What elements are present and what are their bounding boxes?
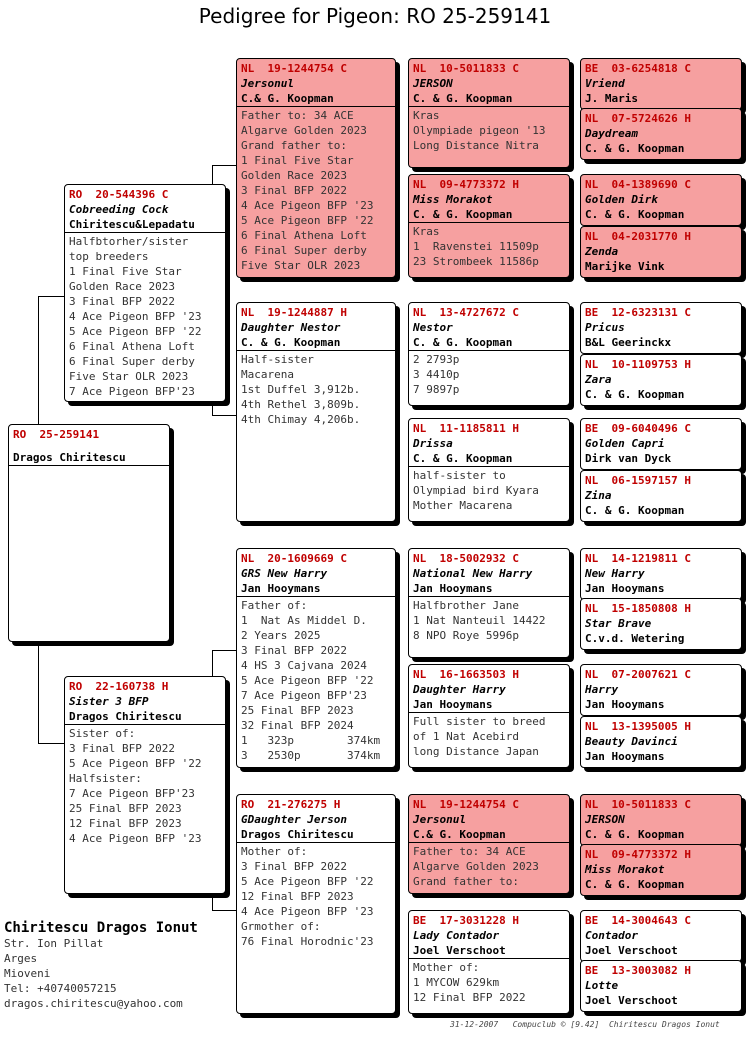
performance-line: Long Distance Nitra — [413, 139, 539, 152]
pigeon-name: Nestor — [413, 321, 453, 334]
performance-line: 25 Final BFP 2023 — [69, 802, 182, 815]
pigeon-card[interactable] — [580, 844, 742, 896]
performance-line: Grmother of: — [241, 920, 321, 933]
pigeon-name: Golden Dirk — [585, 193, 658, 206]
pigeon-name: Star Brave — [585, 617, 652, 630]
pigeon-card[interactable] — [580, 354, 742, 406]
performance-line: 3 Final BFP 2022 — [241, 860, 347, 873]
performance-line: Golden Race 2023 — [69, 280, 175, 293]
ring-number: RO 25-259141 — [13, 428, 100, 441]
performance-line: of 1 Nat Acebird — [413, 730, 519, 743]
performance-line: Half-sister — [241, 353, 314, 366]
pigeon-name: Golden Capri — [585, 437, 665, 450]
pigeon-name: Daydream — [585, 127, 638, 140]
performance-line: 7 9897p — [413, 383, 460, 396]
ring-number: NL 11-1185811 H — [413, 422, 519, 435]
breeder-name: Dirk van Dyck — [585, 452, 672, 465]
pigeon-card[interactable] — [408, 418, 570, 522]
breeder-name: C. & G. Koopman — [585, 504, 685, 517]
performance-line: 4 HS 3 Cajvana 2024 — [241, 659, 367, 672]
breeder-name: Dragos Chiritescu — [9, 450, 169, 466]
pigeon-card[interactable] — [408, 302, 570, 406]
performance-line: 4th Chimay 4,206b. — [241, 413, 361, 426]
connector — [212, 910, 236, 911]
performance-line: 1 Final Five Star — [69, 265, 182, 278]
connector — [212, 650, 236, 651]
performance-line: 5 Ace Pigeon BFP '22 — [241, 214, 374, 227]
breeder-name: C.& G. Koopman — [237, 91, 395, 107]
breeder-name: Chiritescu&Lepadatu — [65, 217, 225, 233]
ring-number: BE 09-6040496 C — [585, 422, 691, 435]
breeder-name: C. & G. Koopman — [585, 878, 685, 891]
pigeon-card[interactable] — [580, 794, 742, 846]
pigeon-card[interactable] — [580, 664, 742, 716]
pigeon-card[interactable] — [408, 548, 570, 658]
breeder-name: Dragos Chiritescu — [237, 827, 395, 843]
ring-number: RO 20-544396 C — [69, 188, 169, 201]
pigeon-card[interactable] — [580, 598, 742, 650]
performance-line: 7 Ace Pigeon BFP'23 — [69, 787, 195, 800]
pigeon-name: GDaughter Jerson — [241, 813, 347, 826]
pigeon-card[interactable] — [580, 470, 742, 522]
connector — [212, 165, 236, 166]
pigeon-name: JERSON — [585, 813, 625, 826]
ring-number: NL 09-4773372 H — [585, 848, 691, 861]
pigeon-card[interactable] — [580, 108, 742, 160]
performance-line: Algarve Golden 2023 — [241, 124, 367, 137]
breeder-name: C. & G. Koopman — [237, 335, 395, 351]
pigeon-card[interactable] — [408, 664, 570, 768]
performance-line: 8 NPO Roye 5996p — [413, 629, 519, 642]
performance-line: 3 4410p — [413, 368, 460, 381]
performance-line: 12 Final BFP 2023 — [241, 890, 354, 903]
ring-number: NL 04-1389690 C — [585, 178, 691, 191]
performance-line: 6 Final Super derby — [69, 355, 195, 368]
performance-line: 6 Final Athena Loft — [69, 340, 195, 353]
breeder-name: B&L Geerinckx — [585, 336, 672, 349]
performance-line: Sister of: — [69, 727, 136, 740]
performance-line: 3 Final BFP 2022 — [69, 295, 175, 308]
pigeon-card[interactable] — [408, 58, 570, 168]
ring-number: NL 07-5724626 H — [585, 112, 691, 125]
performance-line: 3 2530p 374km — [241, 749, 381, 762]
pigeon-name: Vriend — [585, 77, 625, 90]
pigeon-name: Miss Morakot — [413, 193, 493, 206]
performance-line: 2 Years 2025 — [241, 629, 321, 642]
performance-line: 23 Strombeek 11586p — [413, 255, 539, 268]
pigeon-name: Miss Morakot — [585, 863, 665, 876]
performance-line: 6 Final Athena Loft — [241, 229, 367, 242]
connector — [38, 296, 39, 426]
performance-line: 4 Ace Pigeon BFP '23 — [69, 310, 202, 323]
performance-line: Five Star OLR 2023 — [69, 370, 189, 383]
breeder-name: C. & G. Koopman — [585, 388, 685, 401]
performance-line: 1 Nat Nanteuil 14422 — [413, 614, 546, 627]
performance-line: 7 Ace Pigeon BFP'23 — [69, 385, 195, 398]
ring-number: BE 03-6254818 C — [585, 62, 691, 75]
pigeon-name: Pricus — [585, 321, 625, 334]
footer: 31-12-2007 Compuclub © [9.42] Chiritescu Dragos Ionut — [450, 1020, 720, 1029]
performance-line: 1 323p 374km — [241, 734, 381, 747]
pigeon-card[interactable] — [236, 548, 396, 768]
breeder-name: C.v.d. Wetering — [585, 632, 685, 645]
pigeon-name: Lady Contador — [413, 929, 500, 942]
breeder-name: Jan Hooymans — [585, 750, 665, 763]
performance-line: Grand father to: — [413, 875, 519, 888]
performance-line: 3 Final BFP 2022 — [69, 742, 175, 755]
ring-number: BE 12-6323131 C — [585, 306, 691, 319]
owner-region: Arges — [4, 952, 38, 965]
breeder-name: C. & G. Koopman — [585, 828, 685, 841]
performance-line: 12 Final BFP 2023 — [69, 817, 182, 830]
pigeon-name: Zina — [585, 489, 612, 502]
ring-number: RO 22-160738 H — [69, 680, 169, 693]
pigeon-card[interactable] — [408, 794, 570, 894]
performance-line: Mother of: — [413, 961, 480, 974]
ring-number: NL 09-4773372 H — [413, 178, 519, 191]
performance-line: Five Star OLR 2023 — [241, 259, 361, 272]
breeder-name: Jan Hooymans — [585, 582, 665, 595]
performance-line: 2 2793p — [413, 353, 460, 366]
breeder-name: C. & G. Koopman — [585, 142, 685, 155]
breeder-name: Jan Hooymans — [409, 581, 569, 597]
ring-number: BE 14-3004643 C — [585, 914, 691, 927]
connector — [38, 643, 39, 743]
ring-number: NL 10-5011833 C — [413, 62, 519, 75]
owner-phone: Tel: +40740057215 — [4, 982, 117, 995]
pigeon-card[interactable] — [580, 418, 742, 470]
spacer — [13, 442, 165, 450]
performance-line: 4 Ace Pigeon BFP '23 — [241, 199, 374, 212]
breeder-name: C. & G. Koopman — [409, 91, 569, 107]
performance-line: 25 Final BFP 2023 — [241, 704, 354, 717]
performance-line: 1 MYCOW 629km — [413, 976, 500, 989]
performance-line: long Distance Japan — [413, 745, 539, 758]
performance-line: 4 Ace Pigeon BFP '23 — [241, 905, 374, 918]
ring-number: NL 06-1597157 H — [585, 474, 691, 487]
breeder-name: C. & G. Koopman — [409, 335, 569, 351]
performance-line: Macarena — [241, 368, 294, 381]
performance-line: 5 Ace Pigeon BFP '22 — [69, 325, 202, 338]
performance-line: 4th Rethel 3,809b. — [241, 398, 361, 411]
performance-line: Halfbrother Jane — [413, 599, 519, 612]
performance-line: half-sister to — [413, 469, 506, 482]
ring-number: NL 04-2031770 H — [585, 230, 691, 243]
pigeon-card[interactable] — [580, 226, 742, 278]
owner-city: Mioveni — [4, 967, 51, 980]
breeder-name: Jan Hooymans — [585, 698, 665, 711]
breeder-name: C. & G. Koopman — [585, 208, 685, 221]
pigeon-card[interactable] — [580, 302, 742, 354]
ring-number: NL 19-1244887 H — [241, 306, 347, 319]
pigeon-card[interactable] — [580, 548, 742, 600]
ring-number: RO 21-276275 H — [241, 798, 341, 811]
performance-line: Father of: — [241, 599, 308, 612]
performance-line: 3 Final BFP 2022 — [241, 644, 347, 657]
ring-number: BE 17-3031228 H — [413, 914, 519, 927]
breeder-name: C. & G. Koopman — [409, 451, 569, 467]
breeder-name: Jan Hooymans — [409, 697, 569, 713]
pigeon-name: Contador — [585, 929, 638, 942]
ring-number: NL 10-5011833 C — [585, 798, 691, 811]
owner-street: Str. Ion Pillat — [4, 937, 104, 950]
pigeon-card[interactable] — [580, 716, 742, 768]
pigeon-name: Zara — [585, 373, 612, 386]
breeder-name: C.& G. Koopman — [409, 827, 569, 843]
pigeon-card[interactable] — [64, 184, 226, 402]
pigeon-name: Harry — [585, 683, 619, 696]
breeder-name: Jan Hooymans — [237, 581, 395, 597]
performance-line: Father to: 34 ACE — [241, 109, 354, 122]
breeder-name: J. Maris — [585, 92, 638, 105]
pigeon-card[interactable] — [236, 302, 396, 522]
performance-line: 4 Ace Pigeon BFP '23 — [69, 832, 202, 845]
pigeon-name: Zenda — [585, 245, 619, 258]
pigeon-name: GRS New Harry — [241, 567, 328, 580]
performance-line: 12 Final BFP 2022 — [413, 991, 526, 1004]
performance-line: 1 Ravenstei 11509p — [413, 240, 539, 253]
pigeon-card[interactable] — [580, 960, 742, 1012]
performance-line: 76 Final Horodnic'23 — [241, 935, 374, 948]
ring-number: BE 13-3003082 H — [585, 964, 691, 977]
performance-line: Kras — [413, 109, 440, 122]
performance-line: Halfbtorher/sister — [69, 235, 189, 248]
pigeon-card[interactable] — [408, 910, 570, 1014]
pigeon-name: Sister 3 BFP — [69, 695, 149, 708]
performance-line: Full sister to breed — [413, 715, 546, 728]
ring-number: NL 20-1609669 C — [241, 552, 347, 565]
breeder-name: Joel Verschoot — [585, 944, 678, 957]
ring-number: NL 14-1219811 C — [585, 552, 691, 565]
performance-line: Algarve Golden 2023 — [413, 860, 539, 873]
owner-block — [4, 920, 234, 1011]
performance-line: Halfsister: — [69, 772, 142, 785]
pigeon-card[interactable] — [408, 174, 570, 278]
page-title: Pedigree for Pigeon: RO 25-259141 — [198, 4, 552, 28]
pigeon-name: Jersonul — [413, 813, 466, 826]
performance-line: Kras — [413, 225, 440, 238]
performance-line: top breeders — [69, 250, 149, 263]
performance-line: 6 Final Super derby — [241, 244, 367, 257]
pigeon-card[interactable] — [580, 174, 742, 226]
ring-number: NL 19-1244754 C — [413, 798, 519, 811]
breeder-name: C. & G. Koopman — [409, 207, 569, 223]
connector — [212, 415, 236, 416]
pigeon-card[interactable] — [580, 58, 742, 110]
pigeon-card[interactable] — [580, 910, 742, 962]
ring-number: NL 10-1109753 H — [585, 358, 691, 371]
performance-line: Golden Race 2023 — [241, 169, 347, 182]
pigeon-name: Cobreeding Cock — [69, 203, 169, 216]
ring-number: NL 18-5002932 C — [413, 552, 519, 565]
subject-pigeon-card[interactable] — [8, 424, 170, 642]
pigeon-name: Daughter Harry — [413, 683, 506, 696]
pigeon-name: New Harry — [585, 567, 645, 580]
ring-number: NL 19-1244754 C — [241, 62, 347, 75]
ring-number: NL 07-2007621 C — [585, 668, 691, 681]
breeder-name: Joel Verschoot — [585, 994, 678, 1007]
pigeon-name: Lotte — [585, 979, 619, 992]
pigeon-card[interactable] — [236, 58, 396, 278]
performance-line: Olympiad bird Kyara — [413, 484, 539, 497]
performance-line: 7 Ace Pigeon BFP'23 — [241, 689, 367, 702]
performance-line: 1st Duffel 3,912b. — [241, 383, 361, 396]
connector — [38, 296, 66, 297]
performance-line: 5 Ace Pigeon BFP '22 — [241, 875, 374, 888]
performance-line: 32 Final BFP 2024 — [241, 719, 354, 732]
pigeon-name: National New Harry — [413, 567, 533, 580]
ring-number: NL 13-4727672 C — [413, 306, 519, 319]
pigeon-card[interactable] — [236, 794, 396, 1014]
performance-line: Grand father to: — [241, 139, 347, 152]
performance-line: Mother of: — [241, 845, 308, 858]
performance-line: 5 Ace Pigeon BFP '22 — [241, 674, 374, 687]
performance-line: 1 Final Five Star — [241, 154, 354, 167]
performance-line: 3 Final BFP 2022 — [241, 184, 347, 197]
breeder-name: Dragos Chiritescu — [65, 709, 225, 725]
pigeon-name: JERSON — [413, 77, 453, 90]
performance-line: 5 Ace Pigeon BFP '22 — [69, 757, 202, 770]
pigeon-name: Beauty Davinci — [585, 735, 678, 748]
ring-number: NL 15-1850808 H — [585, 602, 691, 615]
ring-number: NL 16-1663503 H — [413, 668, 519, 681]
owner-name: Chiritescu Dragos Ionut — [4, 920, 198, 936]
pigeon-name: Jersonul — [241, 77, 294, 90]
performance-line: 1 Nat As Middel D. — [241, 614, 367, 627]
performance-line: Father to: 34 ACE — [413, 845, 526, 858]
performance-line: Olympiade pigeon '13 — [413, 124, 546, 137]
pigeon-card[interactable] — [64, 676, 226, 894]
pigeon-name: Drissa — [413, 437, 453, 450]
ring-number: NL 13-1395005 H — [585, 720, 691, 733]
breeder-name: Joel Verschoot — [409, 943, 569, 959]
pigeon-name: Daughter Nestor — [241, 321, 341, 334]
breeder-name: Marijke Vink — [585, 260, 665, 273]
owner-email: dragos.chiritescu@yahoo.com — [4, 997, 183, 1010]
performance-line: Mother Macarena — [413, 499, 513, 512]
connector — [38, 743, 66, 744]
